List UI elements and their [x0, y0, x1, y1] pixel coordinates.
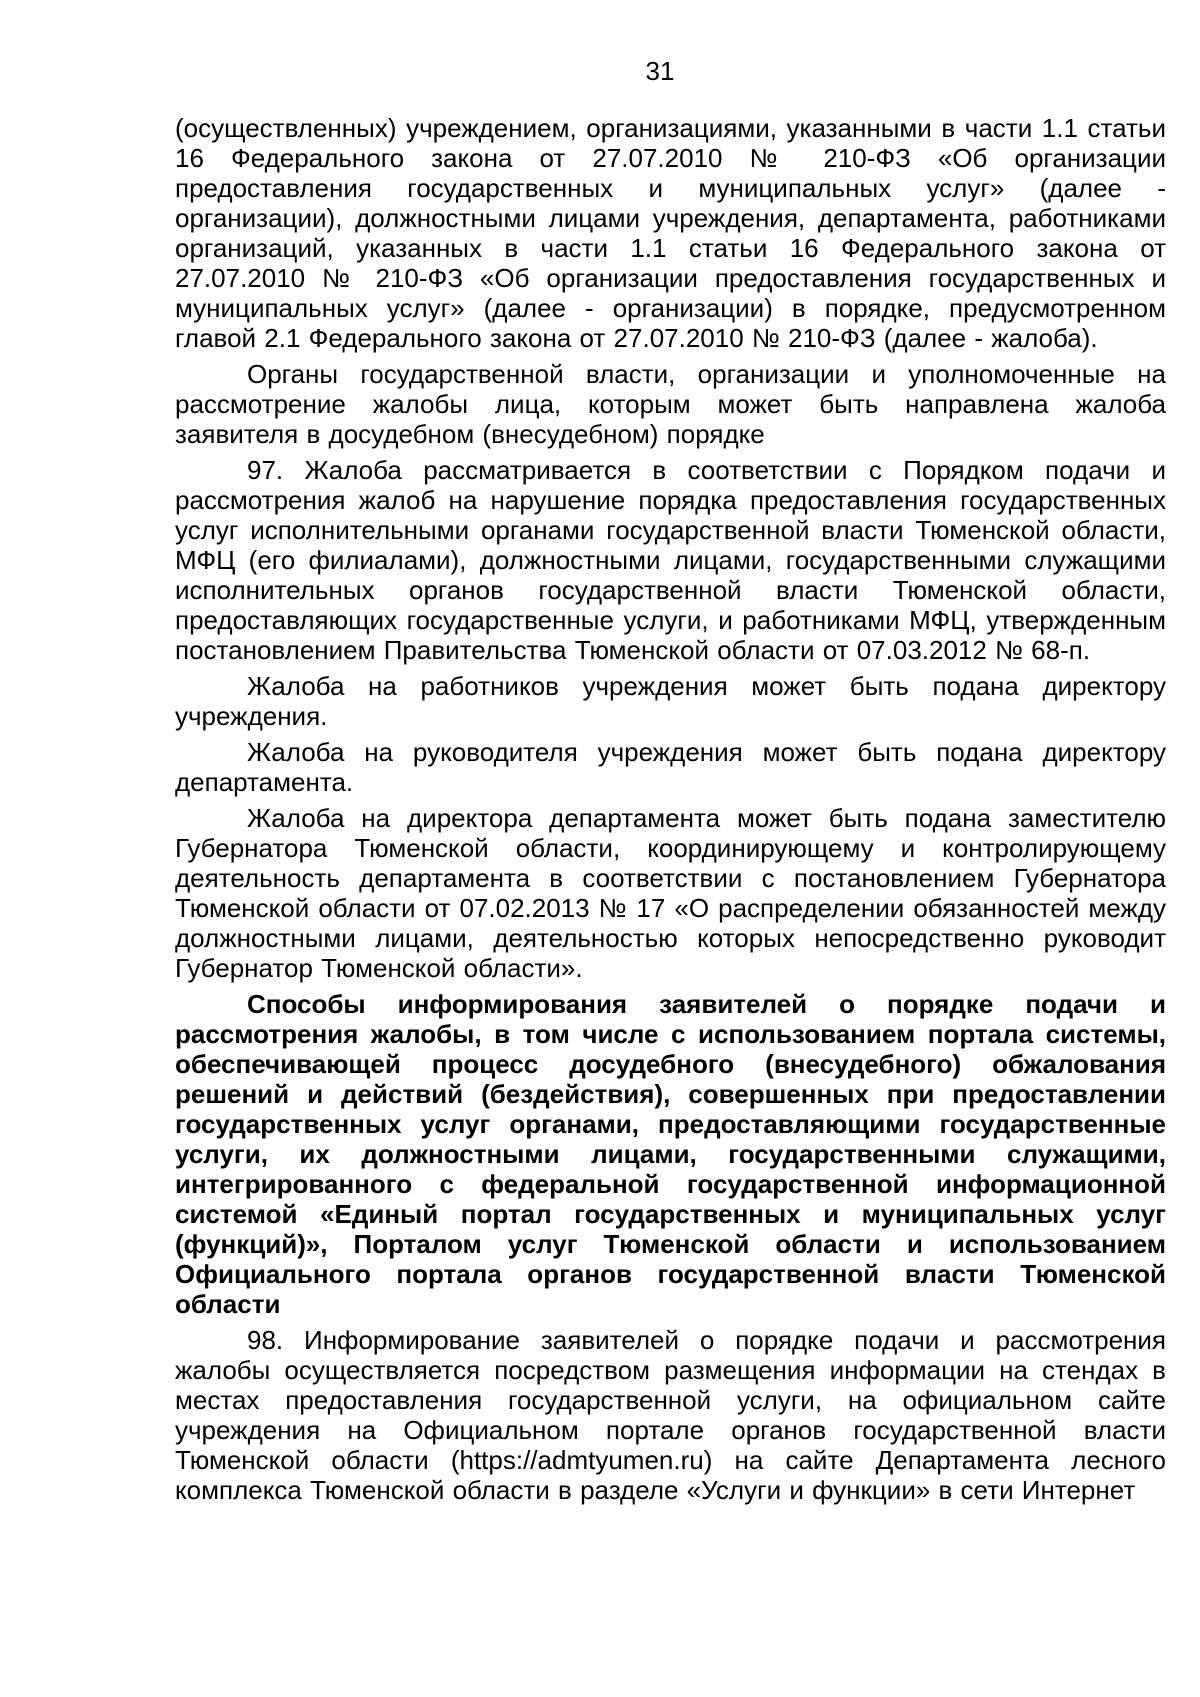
paragraph-complaint-head: Жалоба на руководителя учреждения может быть подана директору департамента.: [175, 737, 1166, 797]
document-body: [175, 113, 1166, 1511]
paragraph-98: 98. Информирование заявителей о порядке подачи и рассмотрения жалобы осуществляется посредством размещения информации на стендах в местах предоставления государственной услуги, на официальном сайте учреждения на Официальном портале органов государственной власти Тюменской области (https://admtyumen.ru) на сайте Департамента лесного комплекса Тюменской области в разделе «Услуги и функции» в сети Интернет: [175, 1325, 1166, 1505]
paragraph-complaint-director: Жалоба на директора департамента может быть подана заместителю Губернатора Тюменской области, координирующему и контролирующему деятельность департамента в соответствии с постановлением Губернатора Тюменской области от 07.02.2013 № 17 «О распределении обязанностей между должностными лицами, деятельностью которых непосредственно руководит Губернатор Тюменской области».: [175, 803, 1166, 983]
page-number: 31: [645, 56, 675, 86]
paragraph-complaint-definition: (осуществленных) учреждением, организациями, указанными в части 1.1 статьи 16 Федерального закона от 27.07.2010 № 210-ФЗ «Об организации предоставления государственных и муниципальных услуг» (далее - организации), должностными лицами учреждения, департамента, работниками организаций, указанных в части 1.1 статьи 16 Федерального закона от 27.07.2010 № 210-ФЗ «Об организации предоставления государственных и муниципальных услуг» (далее - организации) в порядке, предусмотренном главой 2.1 Федерального закона от 27.07.2010 № 210-ФЗ (далее - жалоба).: [175, 113, 1166, 353]
section-heading: Способы информирования заявителей о порядке подачи и рассмотрения жалобы, в том числе с использованием портала системы, обеспечивающей процесс досудебного (внесудебного) обжалования решений и действий (бездействия), совершенных при предоставлении государственных услуг органами, предоставляющими государственные услуги, их должностными лицами, государственными служащими, интегрированного с федеральной государственной информационной системой «Единый портал государственных и муниципальных услуг (функций)», Порталом услуг Тюменской области и использованием Официального портала органов государственной власти Тюменской области: [175, 989, 1166, 1319]
paragraph-complaint-authorities: Органы государственной власти, организации и уполномоченные на рассмотрение жалобы лица, которым может быть направлена жалоба заявителя в досудебном (внесудебном) порядке: [175, 359, 1166, 449]
paragraph-97: 97. Жалоба рассматривается в соответствии с Порядком подачи и рассмотрения жалоб на нарушение порядка предоставления государственных услуг исполнительными органами государственной власти Тюменской области, МФЦ (его филиалами), должностными лицами, государственными служащими исполнительных органов государственной власти Тюменской области, предоставляющих государственные услуги, и работниками МФЦ, утвержденным постановлением Правительства Тюменской области от 07.03.2012 № 68-п.: [175, 455, 1166, 665]
paragraph-complaint-employees: Жалоба на работников учреждения может быть подана директору учреждения.: [175, 671, 1166, 731]
